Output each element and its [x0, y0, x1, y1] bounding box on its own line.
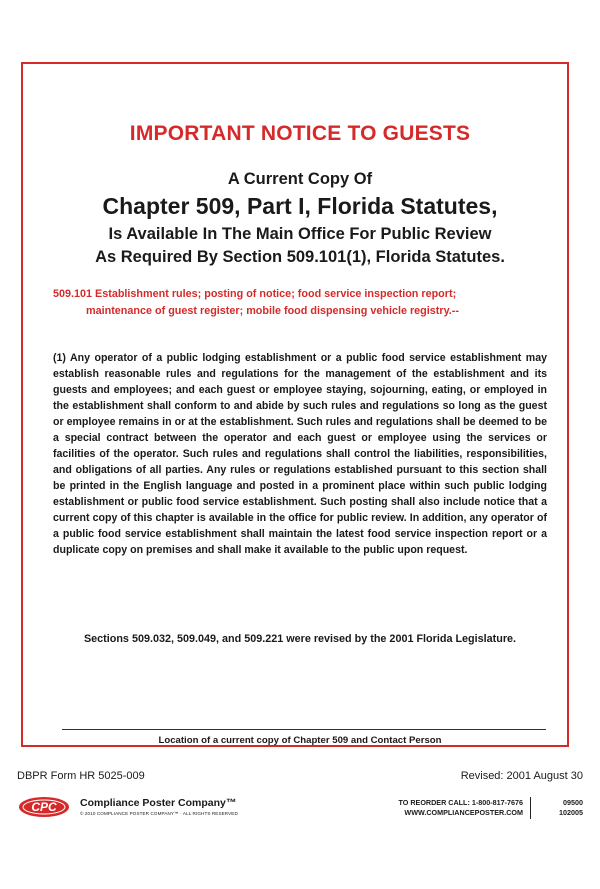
revision-note: Sections 509.032, 509.049, and 509.221 were revised by the 2001 Florida Legislature.: [83, 633, 517, 645]
statute-heading-line1: 509.101 Establishment rules; posting of notice; food service inspection report;: [53, 288, 457, 300]
poster-code-1: 09500: [563, 798, 583, 807]
cpc-logo-icon: [18, 796, 70, 818]
reorder-website: WWW.COMPLIANCEPOSTER.COM: [404, 808, 523, 817]
statute-body: (1) Any operator of a public lodging establishment or a public food service establishment may establish reasonable rules and regulations for the management of the establishment and its guests and employees; and each guest or employee staying, sojourning, eating, or employed in the establishment shall conform to and abide by such rules and regulations so long as the guest or employee remains in or at the establishment. Such rules and regulations shall be deemed to be a special contract between the operator and each guest or employee using the services or facilities of the operator. Such rules and regulations shall control the liabilities, responsibilities, and obligations of all parties. Any rules or regulations established pursuant to this section shall be printed in the English language and posted in a prominent place within such public lodging establishment or public food service establishment. Such posting shall also include notice that a current copy of this chapter is available in the office for public review. In addition, any operator of a public food service establishment shall maintain the latest food service inspection report or a duplicate copy on premises and shall make it available to the public upon request.: [53, 352, 547, 556]
logo-text: CPC: [31, 800, 57, 814]
reorder-phone: TO REORDER CALL: 1-800-817-7676: [398, 798, 523, 807]
revised-date: Revised: 2001 August 30: [460, 770, 583, 782]
poster-code-2: 102005: [559, 808, 583, 817]
statute-heading: [53, 286, 548, 320]
signature-caption: Location of a current copy of Chapter 509 and Contact Person: [158, 735, 442, 746]
notice-line-chapter: Chapter 509, Part I, Florida Statutes,: [102, 193, 498, 219]
notice-line-current-copy: A Current Copy Of: [227, 170, 373, 188]
footer-divider: [530, 797, 531, 819]
notice-line-available: Is Available In The Main Office For Public Review: [108, 225, 492, 243]
notice-title: IMPORTANT NOTICE TO GUESTS: [129, 122, 471, 145]
company-copyright: © 2010 COMPLIANCE POSTER COMPANY™ · ALL RIGHTS RESERVED: [80, 811, 238, 816]
poster-codes: [559, 798, 583, 818]
notice-line-required: As Required By Section 509.101(1), Florida Statutes.: [95, 248, 505, 266]
reorder-info: [399, 798, 524, 818]
company-name: Compliance Poster Company™: [80, 797, 237, 809]
statute-heading-line2: maintenance of guest register; mobile food dispensing vehicle registry.--: [86, 305, 459, 317]
signature-line: [62, 729, 546, 730]
form-id: DBPR Form HR 5025-009: [17, 770, 145, 782]
